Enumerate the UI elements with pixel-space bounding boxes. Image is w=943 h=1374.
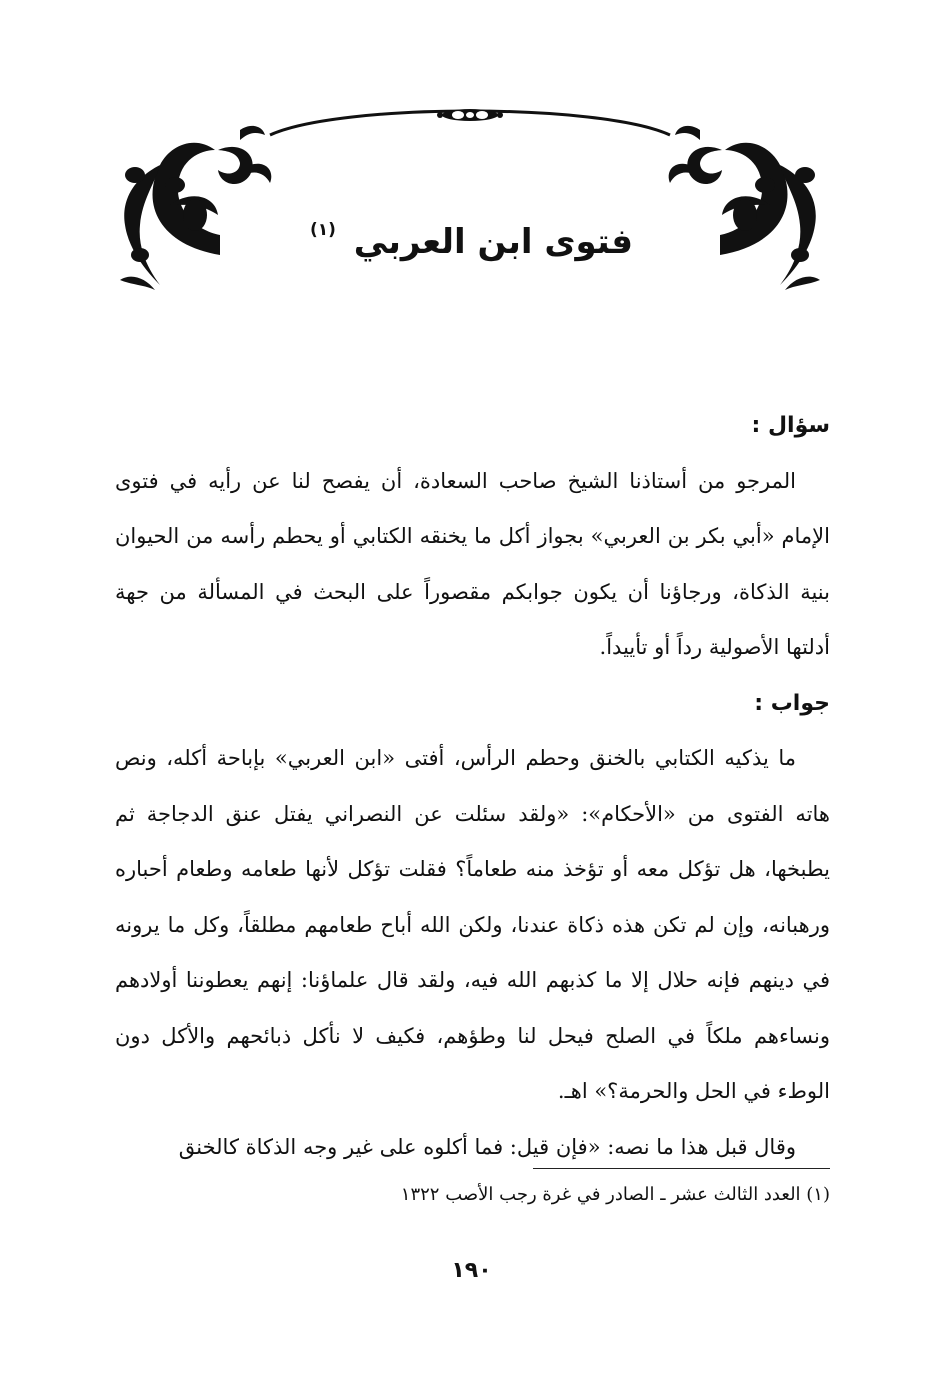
page-title [309, 219, 634, 262]
ornament-right-flourish [669, 126, 820, 290]
answer-label: جواب : [754, 690, 830, 716]
answer-paragraph-2: وقال قبل هذا ما نصه: «فإن قيل: فما أكلوه على غير وجه الذكاة كالخنق [178, 1134, 796, 1159]
ornament-left-flourish [120, 126, 271, 290]
decorative-header-ornament [100, 95, 840, 305]
question-text: المرجو من أستاذنا الشيخ صاحب السعادة، أن يفصح لنا عن رأيه في فتوى الإمام «أبي بكر بن العربي» بجواز أكل ما يخنقه الكتابي أو يحطم رأسه من الحيوان بنية الذكاة، ورجاؤنا أن يكون جوابكم مقصوراً على البحث في المسألة من جهة أدلتها الأصولية رداً أو تأييداً. [115, 468, 830, 659]
article-body [115, 398, 830, 1175]
footnote: (١) العدد الثالث عشر ـ الصادر في غرة رجب الأصب ١٣٢٢ [400, 1184, 830, 1205]
question-label: سؤال : [751, 413, 830, 438]
footnote-divider [533, 1168, 830, 1169]
page-number: ١٩٠ [451, 1258, 492, 1283]
title-block [0, 219, 943, 262]
title-footnote-ref: (١) [309, 219, 336, 240]
answer-paragraph-1: ما يذكيه الكتابي بالخنق وحطم الرأس، أفتى «ابن العربي» بإباحة أكله، ونص هاته الفتوى من «الأحكام»: «ولقد سئلت عن النصراني يفتل عنق الدجاجة ثم يطبخها، هل تؤكل معه أو تؤخذ منه طعاماً؟ فقلت تؤكل لأنها طعامه وطعام أحباره ورهبانه، وإن لم تكن هذه ذكاة عندنا، ولكن الله أباح طعامهم مطلقاً، وكل ما يرونه في دينهم فإنه حلال إلا ما كذبهم الله فيه، ولقد قال علماؤنا: إنهم يعطوننا أولادهم ونساءهم ملكاً في الصلح فيحل لنا وطؤهم، فكيف لا نأكل ذبائحهم والأكل دون الوطء في الحل والحرمة؟» اهـ. [115, 746, 830, 1103]
page-title-text: فتوى ابن العربي [353, 222, 634, 262]
